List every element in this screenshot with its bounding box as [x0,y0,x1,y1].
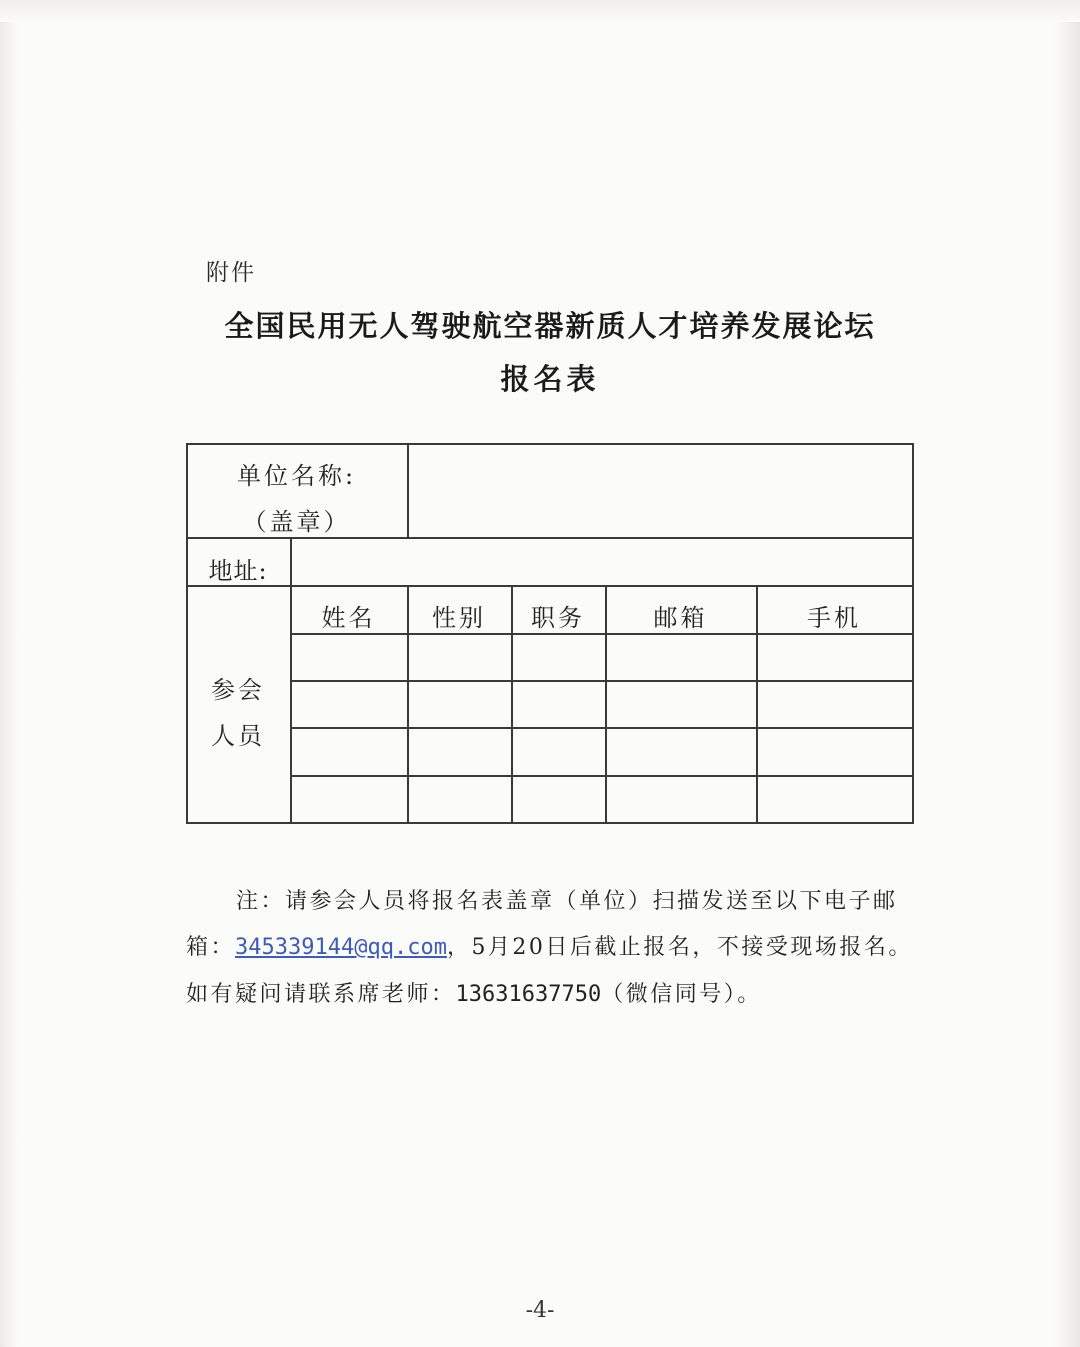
column-header-email: 邮箱 [653,604,708,632]
column-header-position: 职务 [531,604,585,632]
unit-seal-label: （盖章） [242,508,351,536]
document-subtitle: 报名表 [500,362,600,396]
email-link[interactable]: 345339144@qq.com [235,935,447,960]
table-rule [186,585,914,587]
table-border-right [912,443,914,823]
table-row[interactable] [292,777,911,821]
note-text: 箱： [186,935,236,960]
address-field[interactable] [292,539,911,584]
column-header-phone: 手机 [807,604,861,632]
note-line [186,930,916,961]
note-text: ，5月20日后截止报名，不接受现场报名。 [446,935,913,960]
column-header-gender: 性别 [432,604,486,632]
attachment-label: 附件 [206,260,256,286]
table-row[interactable] [292,729,911,774]
attendees-label: 人员 [211,722,265,750]
note-text: 如有疑问请联系席老师： [186,982,456,1007]
table-border-left [186,443,188,823]
table-row[interactable] [292,682,911,726]
address-label: 地址: [208,557,268,585]
unit-name-label: 单位名称: [236,462,357,490]
attendees-label: 参会 [211,676,265,704]
note-line [186,977,916,1008]
table-row[interactable] [292,635,911,679]
note-line: 注：请参会人员将报名表盖章（单位）扫描发送至以下电子邮 [236,889,898,914]
document-title: 全国民用无人驾驶航空器新质人才培养发展论坛 [224,309,876,343]
note-text: （微信同号）。 [601,982,762,1007]
column-header-name: 姓名 [321,604,376,632]
unit-name-field[interactable] [409,445,911,536]
page-number: -4- [525,1298,555,1323]
table-border-bottom [186,822,914,824]
contact-phone: 13631637750 [455,982,602,1007]
